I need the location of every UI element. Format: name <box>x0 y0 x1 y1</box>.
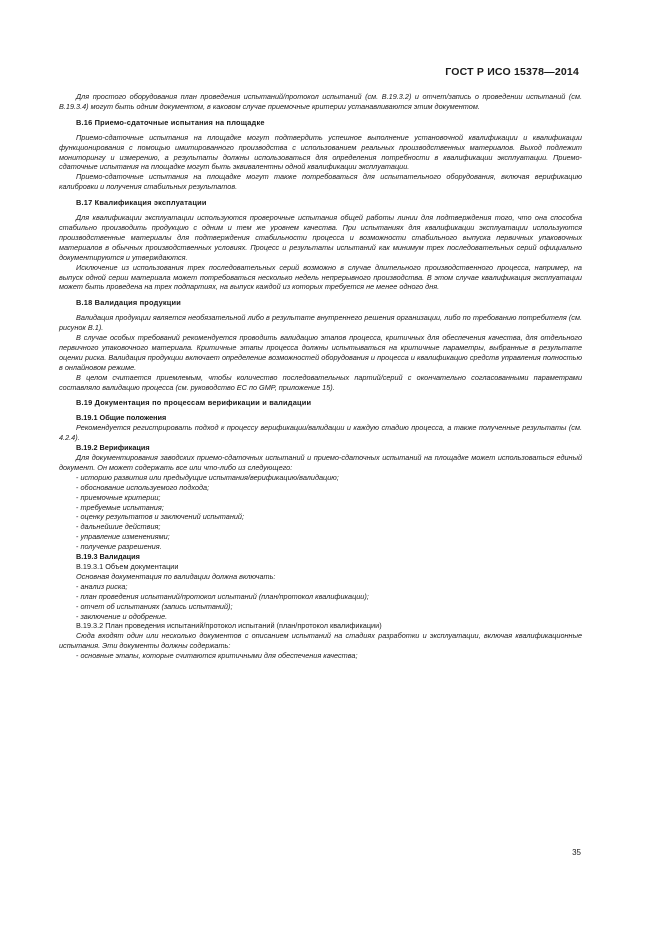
page-number: 35 <box>572 848 581 857</box>
validation-docs-list <box>59 582 582 622</box>
list-item: - отчет об испытаниях (запись испытаний); <box>59 602 582 612</box>
subsection-b19-3-1-text: Основная документация по валидации должна включать: <box>76 571 276 581</box>
document-body <box>59 92 582 661</box>
list-item: - анализ риска; <box>59 582 582 592</box>
section-b16-heading: В.16 Приемо-сдаточные испытания на площадке <box>76 117 265 127</box>
section-b16-paragraph-2: Приемо-сдаточные испытания на площадке могут также потребоваться для испытательного оборудования, включая верификацию калибровки и получения стабильных результатов. <box>59 172 582 192</box>
subsection-b19-3-1-title: В.19.3.1 Объем документации <box>76 561 179 571</box>
section-b19-heading: В.19 Документация по процессам верификации и валидации <box>76 398 312 408</box>
list-item: - историю развития или предыдущие испытания/верификацию/валидацию; <box>59 473 582 483</box>
verification-list <box>59 473 582 552</box>
subsection-b19-3-2-text: Сюда входят один или несколько документов с описанием испытаний на стадиях разработки и эксплуатации, включая квалификационные испытания. Эти документы должны содержать: <box>59 631 582 651</box>
test-plan-list <box>59 651 582 661</box>
list-item: - заключение и одобрение. <box>59 612 582 622</box>
list-item: - план проведения испытаний/протокол испытаний (план/протокол квалификации); <box>59 592 582 602</box>
subsection-b19-3-title: В.19.3 Валидация <box>76 552 140 562</box>
list-item: - получение разрешения. <box>59 542 582 552</box>
section-b18-paragraph-3: В целом считается приемлемым, чтобы количество последовательных партий/серий с окончательно согласованными параметрами составляло валидацию процесса (см. руководство ЕС по GMP, приложение 15). <box>59 372 582 392</box>
section-b18-paragraph-2: В случае особых требований рекомендуется проводить валидацию этапов процесса, критичных для обеспечения качества, для отдельного первичного упаковочного материала. Критичные этапы процесса должны испытываться на критичные параметры, выбранные в результате оценки риска. Валидация продукции включает определение возможностей оборудования и процесса и квалификацию средств управления полностью в онлайновом режиме. <box>59 333 582 372</box>
list-item: - основные этапы, которые считаются критичными для обеспечения качества; <box>59 651 582 661</box>
standard-header: ГОСТ Р ИСО 15378—2014 <box>445 66 579 78</box>
section-b18-paragraph-1: Валидация продукции является необязательной либо в результате внутреннего решения организации, либо по требованию потребителя (см. рисунок В.1). <box>59 313 582 333</box>
section-b17-paragraph-2: Исключение из использования трех последовательных серий возможно в случае длительного производственного процесса, например, на выпуск одной серии материала может потребоваться несколько недель непрерывного производства. В этом случае квалификация эксплуатации может быть проведена на трех подпартиях, на выпуск каждой из которых требуется не менее одного дня. <box>59 262 582 292</box>
section-b17-paragraph-1: Для квалификации эксплуатации используются проверочные испытания общей работы линии для подтверждения того, что она способна стабильно производить продукцию с одним и тем же уровнем качества. При испытаниях для квалификации эксплуатации используются производственные материалы для подтверждения стабильности процесса и возможности стабильного выпуска первичных упаковочных материалов в обычных производственных условиях. Процесс и результаты испытаний как минимум трех последовательных серий официально документируются и утверждаются. <box>59 213 582 262</box>
list-item: - управление изменениями; <box>59 532 582 542</box>
subsection-b19-3-2-title: В.19.3.2 План проведения испытаний/протокол испытаний (план/протокол квалификации) <box>76 621 382 631</box>
list-item: - обоснование используемого подхода; <box>59 483 582 493</box>
subsection-b19-2-text: Для документирования заводских приемо-сдаточных испытаний и приемо-сдаточных испытаний на площадке может использоваться единый документ. Он может содержать все или что-либо из следующего: <box>59 453 582 472</box>
list-item: - требуемые испытания; <box>59 503 582 513</box>
section-b16-paragraph-1: Приемо-сдаточные испытания на площадке могут подтвердить успешное выполнение установочной квалификации и квалификации функционирования с помощью имитированного производства с использованием реальных производственных материалов. Выход подлежит мониторингу и измерению, а результаты должны использоваться для определения потребности в квалификации эксплуатации. Приемо-сдаточные испытания на площадке могут быть эквивалентны одной квалификации эксплуатации. <box>59 132 582 172</box>
subsection-b19-1-text: Рекомендуется регистрировать подход к процессу верификации/валидации и каждую стадию процесса, а также полученные результаты (см. 4.2.4). <box>59 423 582 443</box>
subsection-b19-1-title: В.19.1 Общие положения <box>76 413 167 423</box>
subsection-b19-2-title: В.19.2 Верификация <box>76 443 150 453</box>
section-b18-heading: В.18 Валидация продукции <box>76 298 182 308</box>
list-item: - оценку результатов и заключений испытаний; <box>59 512 582 522</box>
section-b17-heading: В.17 Квалификация эксплуатации <box>76 198 207 208</box>
list-item: - дальнейшие действия; <box>59 522 582 532</box>
list-item: - приемочные критерии; <box>59 493 582 503</box>
intro-paragraph: Для простого оборудования план проведения испытаний/протокол испытаний (см. В.19.3.2) и отчет/запись о проведении испытаний (см. В.19.3.4) могут быть одним документом, в каковом случае приемочные критерии устанавливаются этим документом. <box>59 92 582 111</box>
